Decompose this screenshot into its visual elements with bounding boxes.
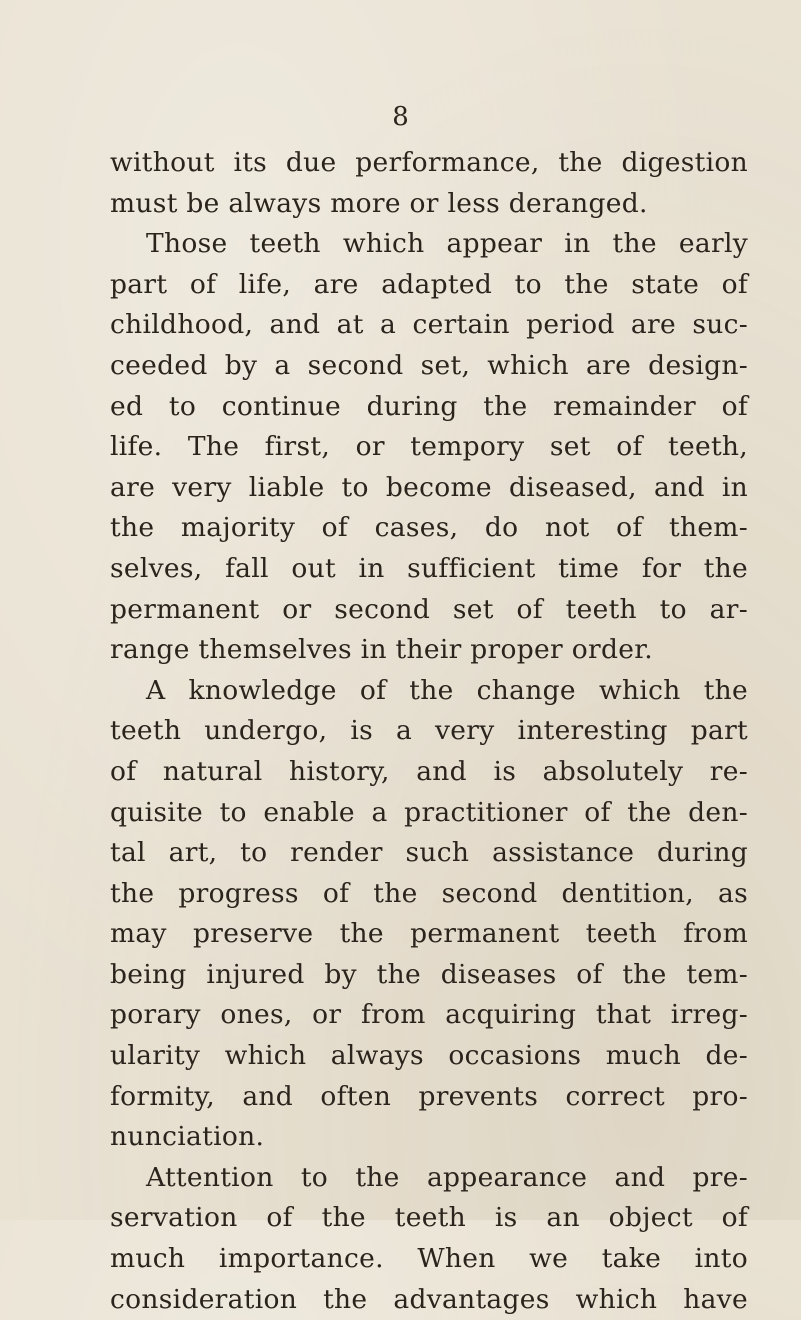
text-line: life. The first, or tempory set of teeth, bbox=[110, 431, 748, 463]
text-line: the majority of cases, do not of them- bbox=[110, 512, 748, 544]
text-line: quisite to enable a practitioner of the den- bbox=[110, 796, 748, 828]
text-line: tal art, to render such assistance during bbox=[110, 837, 748, 869]
text-line: Attention to the appearance and pre- bbox=[146, 1161, 748, 1193]
text-line: much importance. When we take into bbox=[110, 1243, 748, 1275]
text-line: nunciation. bbox=[110, 1121, 265, 1153]
text-line: Those teeth which appear in the early bbox=[146, 228, 748, 260]
text-line: range themselves in their proper order. bbox=[110, 634, 653, 666]
text-line: permanent or second set of teeth to ar- bbox=[110, 593, 748, 625]
text-line: childhood, and at a certain period are suc- bbox=[110, 309, 748, 341]
text-line: without its due performance, the digestion bbox=[110, 147, 748, 178]
text-line: ceeded by a second set, which are design- bbox=[110, 349, 748, 381]
text-line: formity, and often prevents correct pro- bbox=[110, 1080, 748, 1112]
text-line: A knowledge of the change which the bbox=[146, 674, 748, 706]
text-line: selves, fall out in sufficient time for the bbox=[110, 552, 748, 584]
text-line: ed to continue during the remainder of bbox=[110, 390, 748, 422]
text-line: part of life, are adapted to the state of bbox=[110, 268, 748, 300]
text-line: servation of the teeth is an object of bbox=[110, 1202, 748, 1234]
text-line: ularity which always occasions much de- bbox=[110, 1040, 748, 1072]
text-line: being injured by the diseases of the tem- bbox=[110, 958, 748, 990]
text-line: must be always more or less deranged. bbox=[110, 187, 648, 219]
text-line: consideration the advantages which have bbox=[110, 1283, 748, 1315]
page-number: 8 bbox=[392, 102, 409, 132]
text-line: of natural history, and is absolutely re- bbox=[110, 755, 748, 787]
text-line: may preserve the permanent teeth from bbox=[110, 918, 748, 950]
text-line: are very liable to become diseased, and in bbox=[110, 471, 748, 503]
text-line: porary ones, or from acquiring that irreg- bbox=[110, 999, 748, 1031]
text-line: the progress of the second dentition, as bbox=[110, 877, 748, 909]
body-text bbox=[110, 143, 748, 1320]
text-line: teeth undergo, is a very interesting part bbox=[110, 715, 748, 747]
